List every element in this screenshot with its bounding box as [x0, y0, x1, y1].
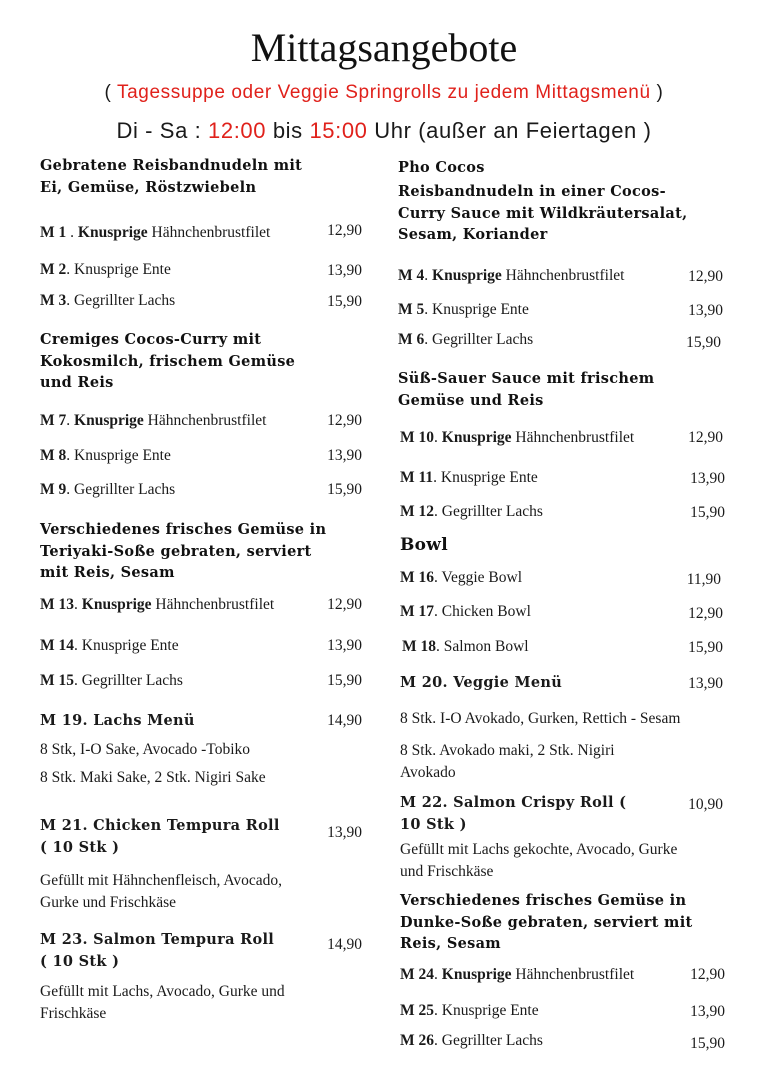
hours-end: 15:00 [309, 118, 368, 143]
section-heading: Cremiges Cocos-Curry mit Kokosmilch, frischem Gemüse und Reis [40, 331, 296, 391]
price-m15: 15,90 [327, 672, 362, 689]
menu-item-m13: M 13. Knusprige Hähnchenbrustfilet [40, 596, 275, 613]
menu-item-m20: M 20. Veggie Menü [400, 674, 563, 691]
price-m13: 12,90 [327, 596, 362, 613]
menu-item-m23: M 23. Salmon Tempura Roll ( 10 Stk ) [40, 931, 275, 970]
menu-item-m16: M 16. Veggie Bowl [400, 569, 523, 586]
price-m21: 13,90 [327, 824, 362, 841]
hours-note: Uhr (außer an Feiertagen ) [367, 118, 652, 143]
menu-item-m19: M 19. Lachs Menü [40, 712, 195, 729]
price-m10: 12,90 [688, 429, 723, 446]
menu-item-m17: M 17. Chicken Bowl [400, 603, 531, 620]
section-heading: Verschiedenes frisches Gemüse in Dunke-Soße gebraten, serviert mit Reis, Sesam [400, 892, 693, 952]
section-heading: Reisbandnudeln in einer Cocos-Curry Sauce mit Wildkräutersalat, Sesam, Koriander [398, 183, 688, 243]
item-description: 8 Stk. Avokado maki, 2 Stk. Nigiri Avokado [400, 742, 615, 781]
hours-days: Di - Sa : [116, 118, 209, 143]
price-m5: 13,90 [688, 302, 723, 319]
opening-hours [0, 116, 768, 146]
item-description: Gefüllt mit Lachs, Avocado, Gurke und Frischkäse [40, 983, 285, 1022]
price-m16: 11,90 [686, 571, 721, 588]
price-m19: 14,90 [327, 712, 362, 729]
price-m20: 13,90 [688, 675, 723, 692]
item-description: 8 Stk. Maki Sake, 2 Stk. Nigiri Sake [40, 769, 266, 786]
price-m4: 12,90 [688, 268, 723, 285]
section-heading: Gebratene Reisbandnudeln mit Ei, Gemüse, Röstzwiebeln [40, 157, 303, 196]
section-heading: Süß-Sauer Sauce mit frischem Gemüse und Reis [398, 370, 655, 409]
menu-item-m24: M 24. Knusprige Hähnchenbrustfilet [400, 966, 635, 983]
price-m25: 13,90 [690, 1003, 725, 1020]
price-m3: 15,90 [327, 293, 362, 310]
price-m14: 13,90 [327, 637, 362, 654]
price-m12: 15,90 [690, 504, 725, 521]
price-m24: 12,90 [690, 966, 725, 983]
price-m1: 12,90 [327, 222, 362, 239]
hours-mid: bis [266, 118, 310, 143]
subtitle-close-paren: ) [650, 82, 664, 103]
menu-item-m25: M 25. Knusprige Ente [400, 1002, 539, 1019]
menu-item-m18: M 18. Salmon Bowl [402, 638, 529, 655]
price-m17: 12,90 [688, 605, 723, 622]
price-m11: 13,90 [690, 470, 725, 487]
subtitle-open-paren: ( [104, 82, 118, 103]
hours-start: 12:00 [208, 118, 267, 143]
price-m9: 15,90 [327, 481, 362, 498]
item-description: Gefüllt mit Hähnchenfleisch, Avocado, Gurke und Frischkäse [40, 872, 283, 911]
section-title: Pho Cocos [398, 159, 485, 176]
subtitle-note [0, 80, 768, 106]
item-description: 8 Stk. I-O Avokado, Gurken, Rettich - Sesam [400, 710, 681, 727]
menu-item-m2: M 2. Knusprige Ente [40, 261, 171, 278]
menu-item-m10: M 10. Knusprige Hähnchenbrustfilet [400, 429, 635, 446]
menu-item-m4: M 4. Knusprige Hähnchenbrustfilet [398, 267, 625, 284]
item-description: 8 Stk, I-O Sake, Avocado -Tobiko [40, 741, 250, 758]
price-m22: 10,90 [688, 796, 723, 813]
item-description: Gefüllt mit Lachs gekochte, Avocado, Gurke und Frischkäse [400, 841, 678, 880]
price-m2: 13,90 [327, 262, 362, 279]
menu-item-m8: M 8. Knusprige Ente [40, 447, 171, 464]
menu-item-m11: M 11. Knusprige Ente [400, 469, 538, 486]
menu-item-m14: M 14. Knusprige Ente [40, 637, 179, 654]
section-heading-bowl: Bowl [400, 535, 448, 555]
menu-item-m15: M 15. Gegrillter Lachs [40, 672, 183, 689]
page-title: Mittagsangebote [250, 25, 518, 70]
price-m18: 15,90 [688, 639, 723, 656]
price-m6: 15,90 [686, 334, 721, 351]
menu-item-m9: M 9. Gegrillter Lachs [40, 481, 176, 498]
menu-item-m26: M 26. Gegrillter Lachs [400, 1032, 543, 1049]
price-m7: 12,90 [327, 412, 362, 429]
menu-item-m1: M 1 . Knusprige Hähnchenbrustfilet [40, 224, 271, 241]
price-m23: 14,90 [327, 936, 362, 953]
menu-item-m6: M 6. Gegrillter Lachs [398, 331, 534, 348]
price-m26: 15,90 [690, 1035, 725, 1052]
subtitle-text: Tagessuppe oder Veggie Springrolls zu jedem Mittagsmenü [117, 82, 651, 103]
menu-item-m5: M 5. Knusprige Ente [398, 301, 529, 318]
menu-item-m21: M 21. Chicken Tempura Roll ( 10 Stk ) [40, 817, 280, 856]
menu-item-m7: M 7. Knusprige Hähnchenbrustfilet [40, 412, 267, 429]
section-heading: Verschiedenes frisches Gemüse in Teriyaki-Soße gebraten, serviert mit Reis, Sesam [40, 521, 327, 581]
menu-item-m22: M 22. Salmon Crispy Roll ( 10 Stk ) [400, 794, 627, 833]
menu-item-m3: M 3. Gegrillter Lachs [40, 292, 176, 309]
price-m8: 13,90 [327, 447, 362, 464]
menu-item-m12: M 12. Gegrillter Lachs [400, 503, 543, 520]
